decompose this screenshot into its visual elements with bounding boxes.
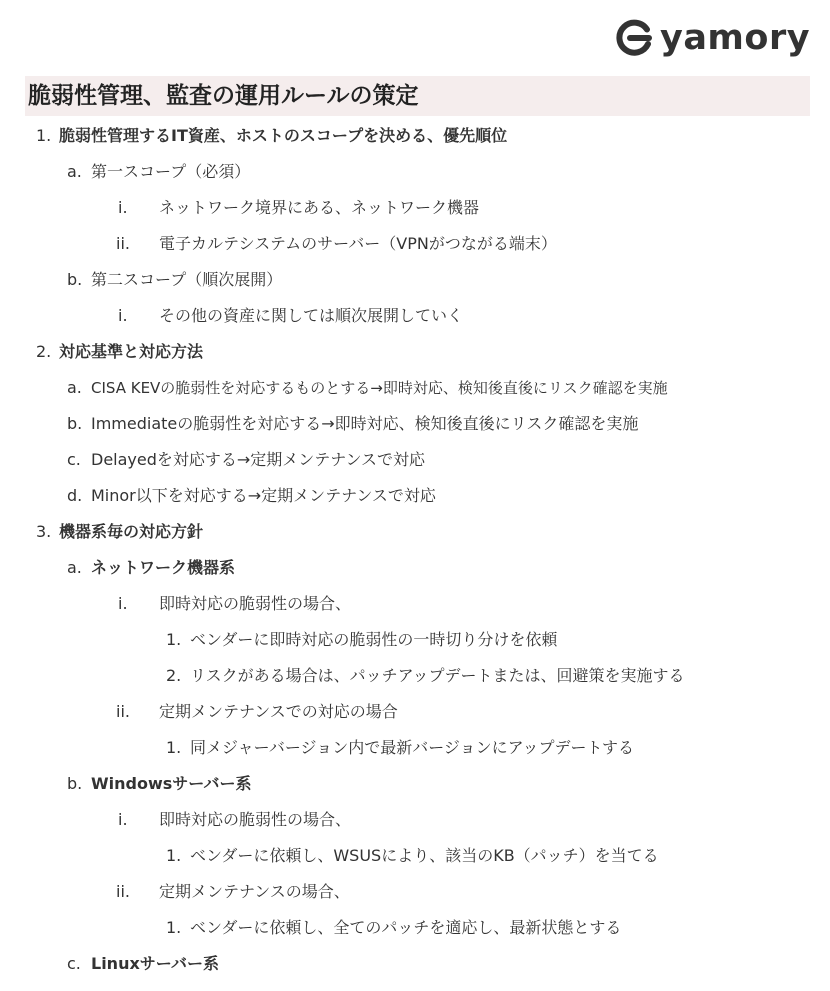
- list-item: 即時対応の脆弱性の場合、: [159, 594, 352, 613]
- list-item: Minor以下を対応する→定期メンテナンスで対応: [91, 486, 436, 505]
- list-item: 定期メンテナンスでの対応の場合: [159, 702, 398, 721]
- list-item-heading: [91, 954, 219, 974]
- list-item: ベンダーに即時対応の脆弱性の一時切り分けを依頼: [190, 630, 558, 649]
- list-marker: i.: [118, 198, 128, 217]
- list-item: ベンダーに依頼し、WSUSにより、該当のKB（パッチ）を当てる: [190, 846, 659, 865]
- list-marker: a.: [67, 378, 82, 397]
- list-item: CISA KEVの脆弱性を対応するものとする→即時対応、検知後直後にリスク確認を実施: [91, 379, 668, 397]
- list-item-heading: 脆弱性管理するIT資産、ホストのスコープを決める、優先順位: [59, 126, 508, 145]
- list-marker: i.: [118, 306, 128, 325]
- list-marker: 1.: [36, 126, 52, 145]
- list-marker: ii.: [116, 702, 130, 721]
- list-marker: d.: [67, 486, 83, 505]
- list-marker: i.: [118, 594, 128, 613]
- list-marker: 2.: [36, 342, 52, 361]
- list-item: Immediateの脆弱性を対応する→即時対応、検知後直後にリスク確認を実施: [91, 414, 639, 433]
- category-suffix: サーバー系: [172, 774, 252, 793]
- list-marker: a.: [67, 558, 82, 577]
- list-item: ベンダーに依頼し、全てのパッチを適応し、最新状態とする: [190, 918, 622, 937]
- list-item-heading: 対応基準と対応方法: [59, 342, 204, 361]
- list-marker: 3.: [36, 522, 52, 541]
- os-name: Linux: [91, 954, 140, 973]
- list-item-heading: [91, 774, 251, 794]
- list-marker: ii.: [116, 882, 130, 901]
- list-item: 同メジャーバージョン内で最新バージョンにアップデートする: [190, 738, 635, 757]
- yamory-logo-icon: [614, 18, 654, 58]
- list-item: 第一スコープ（必須）: [91, 162, 251, 181]
- list-marker: b.: [67, 270, 83, 289]
- yamory-logo: [614, 16, 810, 60]
- list-item: 第二スコープ（順次展開）: [91, 270, 283, 289]
- list-marker: 1.: [166, 630, 182, 649]
- list-item: リスクがある場合は、パッチアップデートまたは、回避策を実施する: [190, 666, 685, 685]
- list-marker: 1.: [166, 918, 182, 937]
- list-item: Delayedを対応する→定期メンテナンスで対応: [91, 450, 426, 469]
- list-marker: 2.: [166, 666, 182, 685]
- list-marker: b.: [67, 774, 83, 793]
- list-item-heading: 機器系毎の対応方針: [59, 522, 204, 541]
- list-marker: 1.: [166, 738, 182, 757]
- category-suffix: サーバー系: [139, 954, 219, 973]
- list-marker: 1.: [166, 846, 182, 865]
- list-marker: ii.: [116, 234, 130, 253]
- list-marker: c.: [67, 954, 81, 973]
- list-marker: b.: [67, 414, 83, 433]
- os-name: Windows: [91, 774, 173, 793]
- list-marker: a.: [67, 162, 82, 181]
- list-item: ネットワーク境界にある、ネットワーク機器: [159, 198, 480, 217]
- list-marker: i.: [118, 810, 128, 829]
- brand-name: yamory: [660, 18, 811, 58]
- list-item: 電子カルテシステムのサーバー（VPNがつながる端末）: [159, 234, 557, 253]
- list-item: 即時対応の脆弱性の場合、: [159, 810, 352, 829]
- list-marker: c.: [67, 450, 81, 469]
- page-title: 脆弱性管理、監査の運用ルールの策定: [25, 76, 810, 116]
- list-item-heading: ネットワーク機器系: [91, 558, 236, 577]
- list-item: その他の資産に関しては順次展開していく: [159, 306, 464, 325]
- list-item: 定期メンテナンスの場合、: [159, 882, 350, 901]
